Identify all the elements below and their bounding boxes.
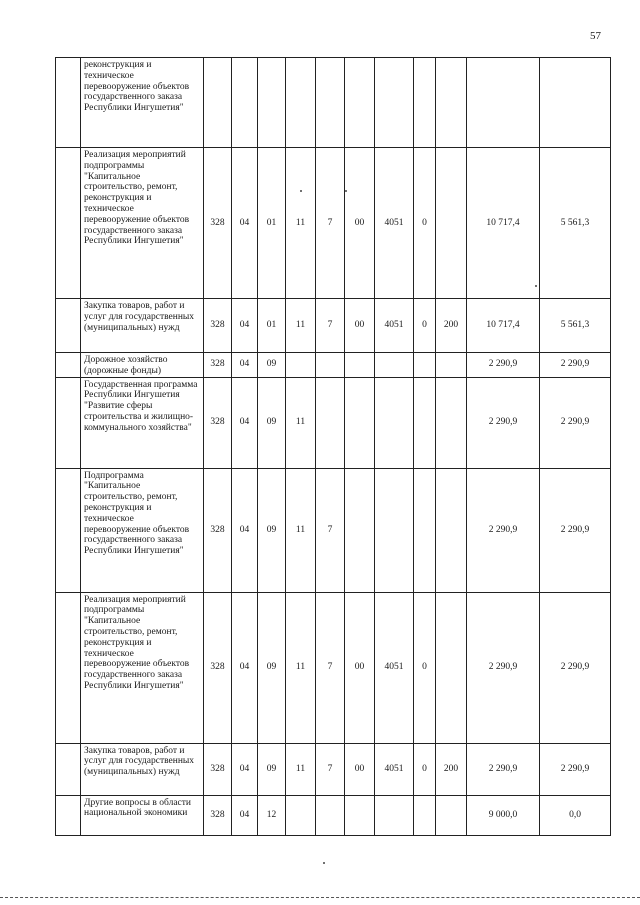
scan-speck (300, 190, 302, 192)
subprogram-code (316, 353, 345, 378)
item-name: Подпрограмма "Капитальное строительство, ремонт, реконструкция и техническое перевооружение объектов государственного заказа Республики Ингушетия" (81, 468, 204, 592)
direction-code (375, 795, 414, 835)
expense-type-code: 200 (436, 743, 467, 795)
subsection-code: 01 (258, 299, 286, 353)
ministry-code: 328 (204, 743, 232, 795)
ministry-code: 328 (204, 299, 232, 353)
scan-edge-rule (0, 897, 640, 898)
item-name: Дорожное хозяйство (дорожные фонды) (81, 353, 204, 378)
subprogram-code (316, 58, 345, 148)
expense-type-code (436, 795, 467, 835)
subsection-code: 12 (258, 795, 286, 835)
flag-code: 0 (414, 148, 436, 299)
ministry-code: 328 (204, 148, 232, 299)
subprogram-code: 7 (316, 299, 345, 353)
item-name: реконструкция и техническое перевооружение объектов государственного заказа Республики Ингушетия" (81, 58, 204, 148)
subprogram-code: 7 (316, 592, 345, 743)
item-name: Закупка товаров, работ и услуг для государственных (муниципальных) нужд (81, 299, 204, 353)
amount-1: 2 290,9 (467, 592, 540, 743)
program-code (286, 353, 316, 378)
section-code: 04 (232, 299, 258, 353)
program-code (286, 58, 316, 148)
amount-2: 5 561,3 (540, 148, 611, 299)
expense-type-code (436, 377, 467, 468)
section-code: 04 (232, 148, 258, 299)
subprogram-code (316, 795, 345, 835)
ministry-code (204, 58, 232, 148)
section-code: 04 (232, 592, 258, 743)
program-code: 11 (286, 148, 316, 299)
amount-2 (540, 58, 611, 148)
activity-code: 00 (345, 592, 375, 743)
direction-code: 4051 (375, 592, 414, 743)
flag-code: 0 (414, 592, 436, 743)
section-code: 04 (232, 353, 258, 378)
activity-code (345, 353, 375, 378)
program-code: 11 (286, 592, 316, 743)
scan-speck (323, 862, 325, 864)
item-name: Государственная программа Республики Ингушетия "Развитие сферы строительства и жилищно-коммунального хозяйства" (81, 377, 204, 468)
subprogram-code (316, 377, 345, 468)
expense-type-code (436, 58, 467, 148)
amount-2: 0,0 (540, 795, 611, 835)
table-row (56, 148, 611, 299)
flag-code: 0 (414, 743, 436, 795)
subprogram-code: 7 (316, 743, 345, 795)
flag-code: 0 (414, 299, 436, 353)
flag-code (414, 353, 436, 378)
subsection-code: 09 (258, 468, 286, 592)
activity-code (345, 795, 375, 835)
row-index-cell (56, 795, 81, 835)
program-code: 11 (286, 299, 316, 353)
subsection-code (258, 58, 286, 148)
amount-2: 2 290,9 (540, 377, 611, 468)
row-index-cell (56, 743, 81, 795)
table-row (56, 353, 611, 378)
amount-2: 5 561,3 (540, 299, 611, 353)
flag-code (414, 468, 436, 592)
subprogram-code: 7 (316, 468, 345, 592)
expense-type-code: 200 (436, 299, 467, 353)
activity-code: 00 (345, 148, 375, 299)
row-index-cell (56, 299, 81, 353)
amount-2: 2 290,9 (540, 743, 611, 795)
direction-code: 4051 (375, 148, 414, 299)
table-row (56, 743, 611, 795)
subsection-code: 01 (258, 148, 286, 299)
expense-type-code (436, 468, 467, 592)
direction-code (375, 353, 414, 378)
amount-1: 9 000,0 (467, 795, 540, 835)
item-name: Другие вопросы в области национальной экономики (81, 795, 204, 835)
amount-1: 2 290,9 (467, 353, 540, 378)
subsection-code: 09 (258, 743, 286, 795)
subsection-code: 09 (258, 592, 286, 743)
activity-code: 00 (345, 743, 375, 795)
table-row (56, 58, 611, 148)
expense-type-code (436, 353, 467, 378)
direction-code (375, 468, 414, 592)
activity-code (345, 377, 375, 468)
activity-code (345, 58, 375, 148)
row-index-cell (56, 592, 81, 743)
program-code: 11 (286, 468, 316, 592)
flag-code (414, 58, 436, 148)
item-name: Закупка товаров, работ и услуг для государственных (муниципальных) нужд (81, 743, 204, 795)
page-number: 57 (590, 30, 601, 42)
program-code: 11 (286, 743, 316, 795)
direction-code: 4051 (375, 299, 414, 353)
row-index-cell (56, 468, 81, 592)
ministry-code: 328 (204, 468, 232, 592)
section-code: 04 (232, 795, 258, 835)
direction-code: 4051 (375, 743, 414, 795)
subsection-code: 09 (258, 377, 286, 468)
table-row (56, 795, 611, 835)
expense-type-code (436, 148, 467, 299)
amount-1: 2 290,9 (467, 743, 540, 795)
budget-table (55, 57, 611, 836)
section-code (232, 58, 258, 148)
expense-type-code (436, 592, 467, 743)
amount-2: 2 290,9 (540, 468, 611, 592)
program-code: 11 (286, 377, 316, 468)
item-name: Реализация мероприятий подпрограммы "Капитальное строительство, ремонт, реконструкция и техническое перевооружение объектов государственного заказа Республики Ингушетия" (81, 592, 204, 743)
section-code: 04 (232, 743, 258, 795)
ministry-code: 328 (204, 592, 232, 743)
section-code: 04 (232, 377, 258, 468)
row-index-cell (56, 58, 81, 148)
activity-code: 00 (345, 299, 375, 353)
flag-code (414, 377, 436, 468)
subprogram-code: 7 (316, 148, 345, 299)
flag-code (414, 795, 436, 835)
direction-code (375, 58, 414, 148)
table-row (56, 592, 611, 743)
item-name: Реализация мероприятий подпрограммы "Капитальное строительство, ремонт, реконструкция и техническое перевооружение объектов государственного заказа Республики Ингушетия" (81, 148, 204, 299)
amount-1: 2 290,9 (467, 468, 540, 592)
scan-speck (345, 190, 347, 192)
ministry-code: 328 (204, 353, 232, 378)
amount-2: 2 290,9 (540, 592, 611, 743)
row-index-cell (56, 377, 81, 468)
table-row (56, 468, 611, 592)
ministry-code: 328 (204, 795, 232, 835)
row-index-cell (56, 148, 81, 299)
activity-code (345, 468, 375, 592)
scan-speck (535, 285, 537, 287)
ministry-code: 328 (204, 377, 232, 468)
amount-1: 10 717,4 (467, 148, 540, 299)
program-code (286, 795, 316, 835)
amount-2: 2 290,9 (540, 353, 611, 378)
amount-1: 10 717,4 (467, 299, 540, 353)
amount-1: 2 290,9 (467, 377, 540, 468)
section-code: 04 (232, 468, 258, 592)
amount-1 (467, 58, 540, 148)
direction-code (375, 377, 414, 468)
table-row (56, 299, 611, 353)
table-row (56, 377, 611, 468)
row-index-cell (56, 353, 81, 378)
subsection-code: 09 (258, 353, 286, 378)
